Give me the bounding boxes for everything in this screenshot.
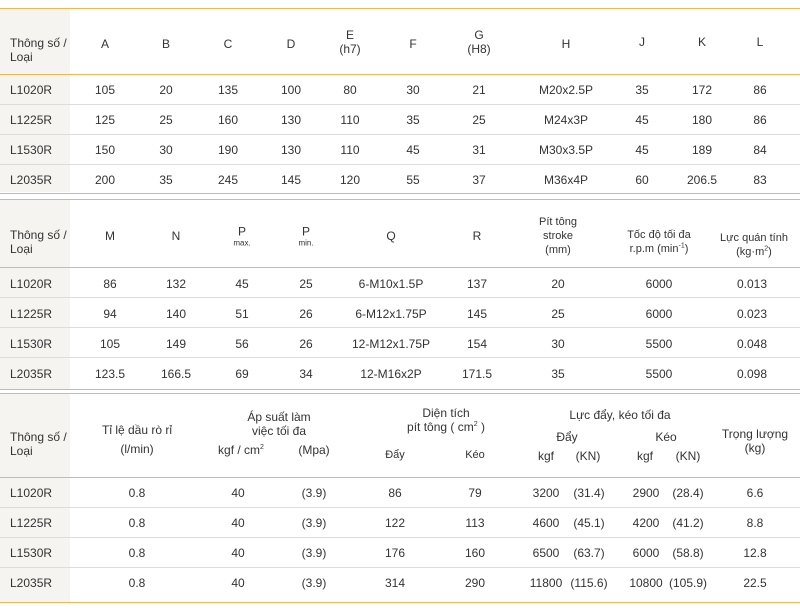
table-cell: 12-M16x2P	[360, 367, 422, 381]
col-leak-title: Tỉ lệ dầu rò rỉ	[101, 423, 173, 437]
table-cell: 12-M12x1.75P	[351, 337, 431, 351]
table3-header-rule	[0, 477, 800, 478]
table-cell: M20x2.5P	[538, 83, 594, 97]
table-cell: 245	[217, 173, 239, 187]
table-cell: 154	[466, 337, 488, 351]
col-c-header: C	[223, 37, 233, 51]
row-divider	[0, 104, 800, 105]
table-cell: (105.9)	[668, 576, 708, 590]
col-force-kn2: (KN)	[675, 449, 701, 463]
table-cell: 34	[299, 367, 313, 381]
speed-line2: r.p.m (min	[629, 243, 679, 255]
col-pressure-mpa: (Mpa)	[298, 443, 330, 457]
table-cell: (58.8)	[672, 546, 704, 560]
table-cell: 51	[235, 307, 249, 321]
model-cell: L1225R	[10, 113, 53, 127]
table-cell: (45.1)	[573, 516, 605, 530]
col-g-header	[467, 28, 490, 56]
label-line1: Thông số /	[10, 228, 67, 242]
table-cell: 35	[159, 173, 173, 187]
row-divider	[0, 537, 800, 538]
table-cell: 25	[472, 113, 486, 127]
row-divider	[0, 134, 800, 135]
table-cell: (41.2)	[672, 516, 704, 530]
table-cell: 172	[691, 83, 713, 97]
table-cell: 40	[231, 576, 245, 590]
col-k-header: K	[697, 35, 707, 49]
table3-bottom-rule	[0, 602, 800, 603]
stroke-line1: Pít tông	[539, 216, 577, 228]
table-cell: 79	[468, 486, 482, 500]
col-pressure-kgf	[218, 443, 264, 457]
table-cell: 160	[217, 113, 239, 127]
table-cell: 30	[551, 337, 565, 351]
table3-top-rule	[0, 393, 800, 394]
table-cell: 21	[472, 83, 486, 97]
col-pmax-header	[233, 225, 250, 248]
speed-sup: -1	[678, 242, 685, 250]
table-cell: (63.7)	[573, 546, 605, 560]
speed-line1: Tốc độ tối đa	[627, 229, 691, 241]
table-cell: 6-M12x1.75P	[355, 307, 427, 321]
model-cell: L1530R	[10, 143, 53, 157]
table-cell: 25	[159, 113, 173, 127]
table-cell: 11800	[529, 576, 563, 590]
table-cell: M36x4P	[543, 173, 589, 187]
table-cell: 86	[103, 277, 117, 291]
table-cell: 166.5	[160, 367, 192, 381]
table2-top-rule	[0, 199, 800, 200]
area-line1: Diện tích	[422, 406, 470, 420]
pressure-kgf-sup: 2	[260, 444, 264, 451]
model-cell: L2035R	[10, 576, 53, 590]
model-cell: L2035R	[10, 173, 53, 187]
col-force-kgf1: kgf	[537, 449, 555, 463]
col-r-header: R	[472, 229, 482, 243]
table-cell: 145	[466, 307, 488, 321]
table-cell: 2900	[632, 486, 660, 500]
table-cell: 0.8	[128, 516, 146, 530]
col-pmin-sub: min.	[298, 238, 314, 248]
col-weight-title	[722, 427, 788, 455]
table-cell: 6-M10x1.5P	[358, 277, 424, 291]
table-cell: 80	[343, 83, 357, 97]
inertia-line1: Lực quán tính	[720, 232, 788, 244]
model-cell: L2035R	[10, 367, 53, 381]
row-divider	[0, 164, 800, 165]
table-cell: (28.4)	[672, 486, 704, 500]
table-cell: 30	[159, 143, 173, 157]
table-cell: 105	[94, 83, 116, 97]
table-cell: 110	[340, 113, 360, 127]
table2-header-rule	[0, 267, 800, 268]
table-cell: 149	[165, 337, 187, 351]
col-stroke-header	[539, 215, 577, 257]
col-f-header: F	[409, 37, 417, 51]
table-cell: 314	[384, 576, 406, 590]
col-pmin-header	[298, 225, 313, 248]
table-cell: 189	[691, 143, 713, 157]
col-n-header: N	[171, 229, 181, 243]
table-cell: 31	[472, 143, 486, 157]
pressure-line1: Áp suất làm	[247, 410, 311, 424]
col-pressure-title	[247, 410, 310, 438]
table-cell: 122	[384, 516, 406, 530]
table-cell: 55	[406, 173, 420, 187]
col-l-header: L	[756, 35, 764, 49]
col-g-sub: (H8)	[467, 42, 491, 56]
table-cell: 110	[340, 143, 360, 157]
table-cell: (115.6)	[570, 576, 608, 590]
col-d-header: D	[286, 37, 296, 51]
table-cell: 30	[406, 83, 420, 97]
table-cell: 26	[299, 337, 313, 351]
table1-top-rule	[0, 8, 800, 9]
label-line1: Thông số /	[10, 430, 67, 444]
col-area-pull: Kéo	[465, 449, 485, 461]
table-cell: 20	[159, 83, 173, 97]
table-cell: 6000	[632, 546, 660, 560]
col-inertia-header	[720, 231, 788, 259]
model-cell: L1225R	[10, 516, 53, 530]
table-cell: 37	[472, 173, 486, 187]
label-line1: Thông số /	[10, 36, 67, 50]
col-leak-unit: (l/min)	[120, 442, 154, 456]
model-cell: L1020R	[10, 486, 53, 500]
table1-bottom-rule	[0, 193, 800, 194]
table-cell: 86	[753, 83, 767, 97]
col-a-header: A	[100, 37, 110, 51]
table-cell: 8.8	[746, 516, 764, 530]
col-pmax-letter: P	[237, 224, 246, 239]
table-cell: 45	[406, 143, 420, 157]
col-area-push: Đẩy	[385, 449, 405, 461]
table-cell: 45	[635, 113, 649, 127]
col-b-header: B	[161, 37, 171, 51]
table-cell: 137	[466, 277, 488, 291]
table-cell: 6000	[645, 277, 673, 291]
table2-header-label	[10, 228, 67, 256]
table-cell: 130	[280, 143, 302, 157]
col-pmax-sub: max.	[233, 238, 251, 248]
table-cell: 160	[464, 546, 486, 560]
col-force-kn1: (KN)	[575, 449, 601, 463]
table-cell: 12.8	[743, 546, 767, 560]
table-cell: 0.8	[128, 486, 146, 500]
table-cell: (3.9)	[301, 516, 327, 530]
col-force-kgf2: kgf	[636, 449, 654, 463]
table-cell: 94	[103, 307, 117, 321]
table-cell: 0.098	[736, 367, 768, 381]
table-cell: 83	[753, 173, 767, 187]
col-h-header: H	[561, 37, 571, 51]
table-cell: M24x3P	[543, 113, 589, 127]
model-cell: L1530R	[10, 337, 53, 351]
row-divider	[0, 357, 800, 358]
model-cell: L1225R	[10, 307, 53, 321]
table-cell: 140	[165, 307, 187, 321]
table-cell: M30x3.5P	[538, 143, 594, 157]
table-cell: 4600	[532, 516, 560, 530]
pressure-kgf-label: kgf / cm	[218, 443, 261, 457]
table-cell: (3.9)	[301, 486, 327, 500]
table-cell: 22.5	[743, 576, 767, 590]
table-cell: 125	[94, 113, 116, 127]
table-cell: 190	[217, 143, 239, 157]
table-cell: 86	[388, 486, 402, 500]
table-cell: 69	[235, 367, 249, 381]
table-cell: 206.5	[686, 173, 718, 187]
table-cell: 25	[299, 277, 313, 291]
col-speed-header	[627, 228, 691, 256]
table-cell: 5500	[645, 367, 673, 381]
col-m-header: M	[105, 229, 115, 243]
label-line2: Loại	[10, 50, 33, 64]
table-cell: 123.5	[94, 367, 126, 381]
table-cell: 40	[231, 516, 245, 530]
table1-header-rule	[0, 74, 800, 75]
col-force-title: Lực đẩy, kéo tối đa	[569, 408, 671, 422]
table-cell: 5500	[645, 337, 673, 351]
table-cell: 130	[280, 113, 302, 127]
table-cell: 145	[280, 173, 302, 187]
table-cell: 135	[217, 83, 239, 97]
table3-header-label	[10, 430, 67, 458]
table-cell: 86	[753, 113, 767, 127]
table-cell: 35	[406, 113, 420, 127]
table2-bottom-rule	[0, 389, 800, 390]
weight-line2: (kg)	[744, 441, 766, 455]
table-cell: 290	[464, 576, 486, 590]
table-cell: 132	[165, 277, 187, 291]
table-cell: 0.023	[736, 307, 768, 321]
col-g-letter: G	[474, 28, 484, 42]
area-line2: pít tông ( cm	[407, 420, 474, 434]
table-cell: 0.8	[128, 576, 146, 590]
table-cell: 84	[753, 143, 767, 157]
table-cell: 176	[384, 546, 406, 560]
table-cell: 6000	[645, 307, 673, 321]
table-cell: (31.4)	[573, 486, 605, 500]
table-cell: 26	[299, 307, 313, 321]
row-divider	[0, 297, 800, 298]
row-divider	[0, 507, 800, 508]
col-q-header: Q	[386, 229, 396, 243]
col-e-header	[339, 28, 360, 56]
table-cell: 20	[551, 277, 565, 291]
col-e-sub: (h7)	[339, 42, 361, 56]
inertia-line2: (kg·m	[736, 246, 765, 258]
inertia-sup: 2	[764, 245, 769, 253]
col-area-title	[407, 406, 485, 434]
label-line2: Loại	[10, 444, 33, 458]
col-force-push: Đẩy	[556, 430, 578, 444]
row-divider	[0, 567, 800, 568]
table-cell: 200	[94, 173, 116, 187]
speed-close: )	[684, 243, 689, 255]
table-cell: 60	[635, 173, 649, 187]
table-cell: 40	[231, 486, 245, 500]
label-line2: Loại	[10, 242, 33, 256]
table-cell: 171.5	[461, 367, 493, 381]
inertia-close: )	[768, 246, 772, 258]
table-cell: 10800	[629, 576, 663, 590]
table-cell: 113	[465, 516, 485, 530]
table-cell: 180	[691, 113, 713, 127]
table-cell: 35	[635, 83, 649, 97]
pressure-line2: việc tối đa	[251, 424, 307, 438]
area-sup: 2	[473, 421, 478, 428]
table-cell: 100	[280, 83, 302, 97]
table-cell: 3200	[532, 486, 560, 500]
table-cell: 6500	[532, 546, 560, 560]
table-cell: 0.048	[736, 337, 768, 351]
weight-line1: Trọng lượng	[721, 427, 789, 441]
model-cell: L1020R	[10, 83, 53, 97]
table-cell: 0.8	[128, 546, 146, 560]
col-e-letter: E	[345, 28, 354, 42]
table-cell: 45	[635, 143, 649, 157]
table-cell: 120	[339, 173, 361, 187]
table-cell: 150	[94, 143, 116, 157]
table-cell: 40	[231, 546, 245, 560]
stroke-line2: stroke	[543, 230, 573, 242]
table-cell: 56	[235, 337, 249, 351]
col-j-header: J	[639, 35, 645, 49]
table-cell: 4200	[632, 516, 660, 530]
model-cell: L1530R	[10, 546, 53, 560]
row-divider	[0, 327, 800, 328]
table-cell: 25	[551, 307, 565, 321]
col-pmin-letter: P	[301, 224, 310, 239]
col-force-pull: Kéo	[655, 430, 677, 444]
area-close: )	[477, 420, 485, 434]
table-cell: 0.013	[736, 277, 768, 291]
table-cell: 105	[99, 337, 121, 351]
table-cell: (3.9)	[301, 576, 327, 590]
table1-header-label	[10, 36, 67, 64]
model-cell: L1020R	[10, 277, 53, 291]
table-cell: (3.9)	[301, 546, 327, 560]
table-cell: 45	[235, 277, 249, 291]
table-cell: 35	[551, 367, 565, 381]
stroke-line3: (mm)	[545, 244, 571, 256]
table-cell: 6.6	[746, 486, 764, 500]
